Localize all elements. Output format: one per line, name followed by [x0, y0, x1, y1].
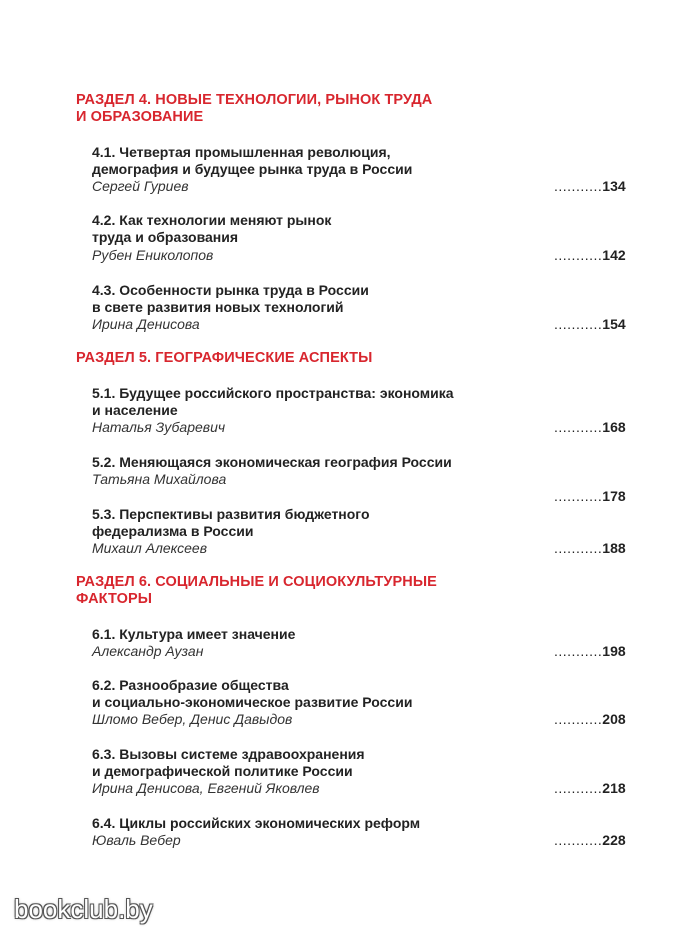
entry-4-3-author: Ирина Денисова: [92, 316, 200, 332]
page-number: 228: [602, 832, 626, 848]
entry-6-4-title: 6.4. Циклы российских экономических реформ: [92, 815, 421, 831]
dot-leader: ...........: [554, 643, 603, 659]
entry-6-4-author: Юваль Вебер: [92, 832, 181, 848]
entry-4-1-title-line-1: 4.1. Четвертая промышленная революция,: [92, 144, 391, 160]
entry-6-3-page: [554, 780, 626, 797]
entry-6-3-title-line-1: 6.3. Вызовы системе здравоохранения: [92, 746, 365, 762]
entry-5-2-page: [554, 488, 626, 505]
entry-5-3-title-line-2: федерализма в России: [92, 523, 254, 539]
entry-6-4-page: [554, 832, 626, 849]
section-6-heading-line-1: РАЗДЕЛ 6. СОЦИАЛЬНЫЕ И СОЦИОКУЛЬТУРНЫЕ: [76, 574, 437, 590]
entry-6-2-title-line-2: и социально-экономическое развитие России: [92, 694, 413, 710]
entry-5-1-page: [554, 419, 626, 436]
entry-6-3-author: Ирина Денисова, Евгений Яковлев: [92, 780, 320, 796]
entry-4-3-title-line-1: 4.3. Особенности рынка труда в России: [92, 282, 369, 298]
entry-6-1-author: Александр Аузан: [92, 643, 204, 659]
entry-6-3-title-line-2: и демографической политике России: [92, 763, 353, 779]
entry-4-1-title-line-2: демография и будущее рынка труда в России: [92, 161, 413, 177]
entry-4-3-page: [554, 316, 626, 333]
entry-5-1-author: Наталья Зубаревич: [92, 419, 226, 435]
page-number: 168: [602, 419, 626, 435]
section-6-heading-line-2: ФАКТОРЫ: [76, 591, 153, 607]
entry-5-2-title: 5.2. Меняющаяся экономическая география России: [92, 454, 452, 470]
dot-leader: ...........: [554, 780, 603, 796]
page-number: 198: [602, 643, 626, 659]
entry-6-2-title-line-1: 6.2. Разнообразие общества: [92, 677, 289, 693]
section-4-heading-line-2: И ОБРАЗОВАНИЕ: [76, 109, 204, 125]
entry-6-1-title: 6.1. Культура имеет значение: [92, 626, 296, 642]
dot-leader: ...........: [554, 832, 603, 848]
entry-5-1-title-line-2: и население: [92, 402, 178, 418]
dot-leader: ...........: [554, 711, 603, 727]
entry-4-2-page: [554, 247, 626, 264]
page-number: 218: [602, 780, 626, 796]
entry-6-2-page: [554, 711, 626, 728]
section-4-heading-line-1: РАЗДЕЛ 4. НОВЫЕ ТЕХНОЛОГИИ, РЫНОК ТРУДА: [76, 92, 433, 108]
entry-5-3-page: [554, 540, 626, 557]
entry-5-1-title-line-1: 5.1. Будущее российского пространства: экономика: [92, 385, 454, 401]
entry-4-2-title-line-2: труда и образования: [92, 229, 239, 245]
entry-4-1-author: Сергей Гуриев: [92, 178, 189, 194]
dot-leader: ...........: [554, 488, 603, 504]
page-number: 188: [602, 540, 626, 556]
entry-5-3-author: Михаил Алексеев: [92, 540, 208, 556]
page-number: 178: [602, 488, 626, 504]
dot-leader: ...........: [554, 316, 603, 332]
entry-4-1-page: [554, 178, 626, 195]
entry-5-3-title-line-1: 5.3. Перспективы развития бюджетного: [92, 506, 370, 522]
dot-leader: ...........: [554, 540, 603, 556]
dot-leader: ...........: [554, 247, 603, 263]
dot-leader: ...........: [554, 419, 603, 435]
entry-6-1-page: [554, 643, 626, 660]
entry-4-2-author: Рубен Ениколопов: [92, 247, 214, 263]
entry-6-2-author: Шломо Вебер, Денис Давыдов: [92, 711, 293, 727]
entry-5-2-author: Татьяна Михайлова: [92, 471, 227, 487]
section-5-heading: РАЗДЕЛ 5. ГЕОГРАФИЧЕСКИЕ АСПЕКТЫ: [76, 350, 373, 366]
watermark-logo: bookclub.by: [14, 894, 153, 924]
page-number: 154: [602, 316, 626, 332]
page-number: 134: [602, 178, 626, 194]
dot-leader: ...........: [554, 178, 603, 194]
entry-4-3-title-line-2: в свете развития новых технологий: [92, 299, 344, 315]
page-number: 142: [602, 247, 626, 263]
page-number: 208: [602, 711, 626, 727]
entry-4-2-title-line-1: 4.2. Как технологии меняют рынок: [92, 212, 332, 228]
